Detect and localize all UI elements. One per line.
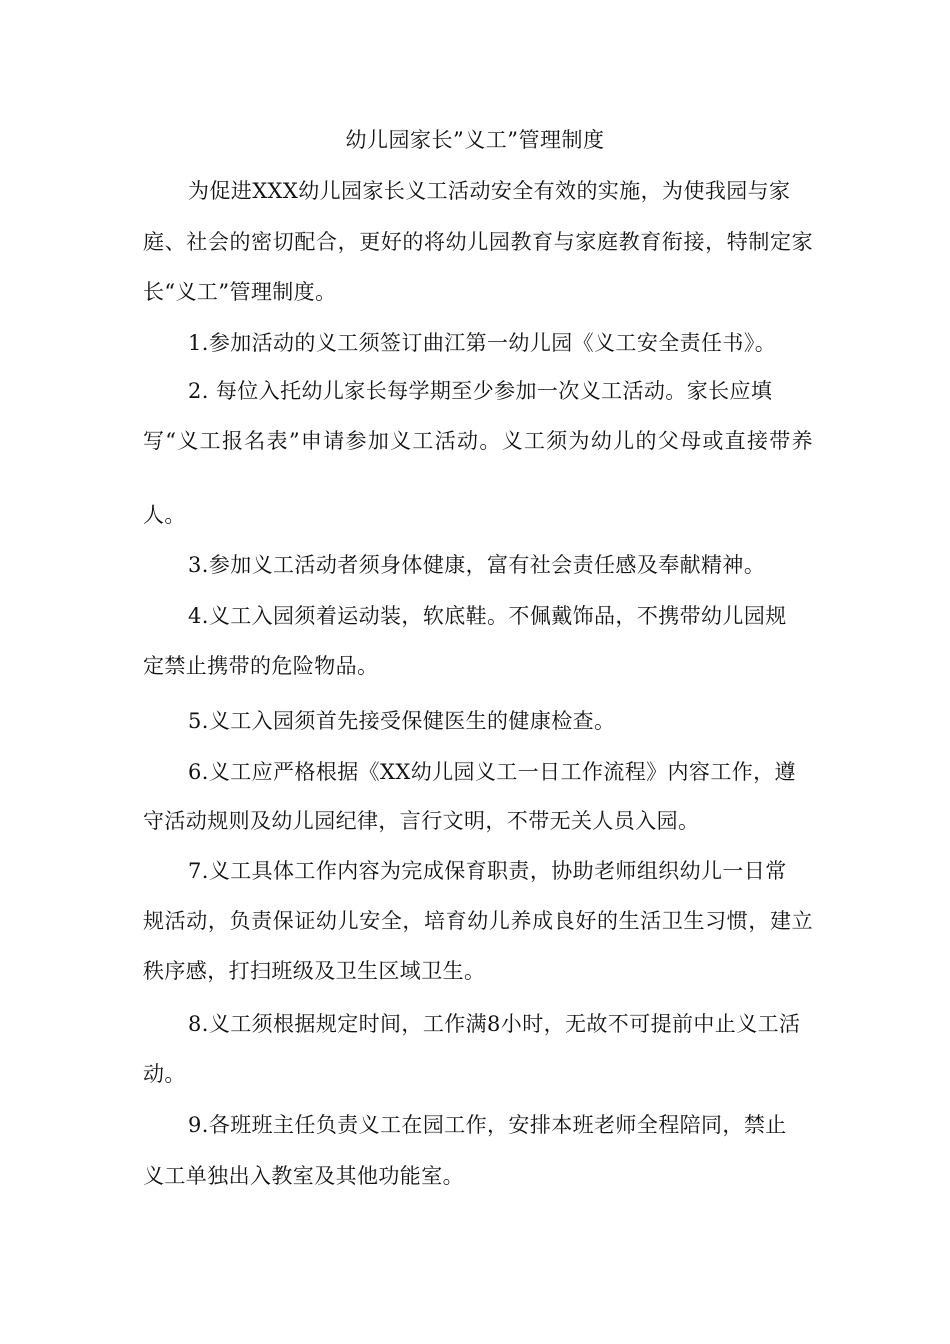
rule-7-line-2: 规活动，负责保证幼儿安全，培育幼儿养成良好的生活卫生习惯，建立 — [143, 909, 813, 933]
rule-7-line-1: 7.义工具体工作内容为完成保育职责，协助老师组织幼儿一日常 — [188, 859, 787, 883]
paragraph-intro-line-1: 为促进XXX幼儿园家长义工活动安全有效的实施，为使我园与家 — [188, 179, 791, 203]
rule-2-line-1: 2. 每位入托幼儿家长每学期至少参加一次义工活动。家长应填 — [188, 379, 773, 403]
rule-2-line-3: 人。 — [143, 503, 186, 527]
rule-1-line-1: 1.参加活动的义工须签订曲江第一幼儿园《义工安全责任书》。 — [188, 331, 777, 355]
rule-6-line-2: 守活动规则及幼儿园纪律，言行文明，不带无关人员入园。 — [143, 809, 700, 833]
paragraph-intro-line-2: 庭、社会的密切配合，更好的将幼儿园教育与家庭教育衔接，特制定家 — [143, 230, 813, 254]
rule-3-line-1: 3.参加义工活动者须身体健康，富有社会责任感及奉献精神。 — [188, 553, 766, 577]
rule-7-line-3: 秩序感，打扫班级及卫生区域卫生。 — [143, 959, 486, 983]
rule-4-line-1: 4.义工入园须着运动装，软底鞋。不佩戴饰品，不携带幼儿园规 — [188, 604, 787, 628]
rule-6-line-1: 6.义工应严格根据《XX幼儿园义工一日工作流程》内容工作，遵 — [188, 760, 796, 784]
rule-4-line-2: 定禁止携带的危险物品。 — [143, 654, 379, 678]
paragraph-intro-line-3: 长“义工”管理制度。 — [143, 280, 337, 304]
rule-9-line-2: 义工单独出入教室及其他功能室。 — [143, 1164, 464, 1188]
rule-9-line-1: 9.各班班主任负责义工在园工作，安排本班老师全程陪同，禁止 — [188, 1113, 787, 1137]
document-title: 幼儿园家长”义工”管理制度 — [345, 128, 605, 152]
rule-5-line-1: 5.义工入园须首先接受保健医生的健康检查。 — [188, 709, 616, 733]
rule-8-line-1: 8.义工须根据规定时间，工作满8小时，无故不可提前中止义工活 — [188, 1012, 801, 1036]
rule-8-line-2: 动。 — [143, 1062, 186, 1086]
rule-2-line-2: 写“义工报名表”申请参加义工活动。义工须为幼儿的父母或直接带养 — [143, 429, 813, 453]
